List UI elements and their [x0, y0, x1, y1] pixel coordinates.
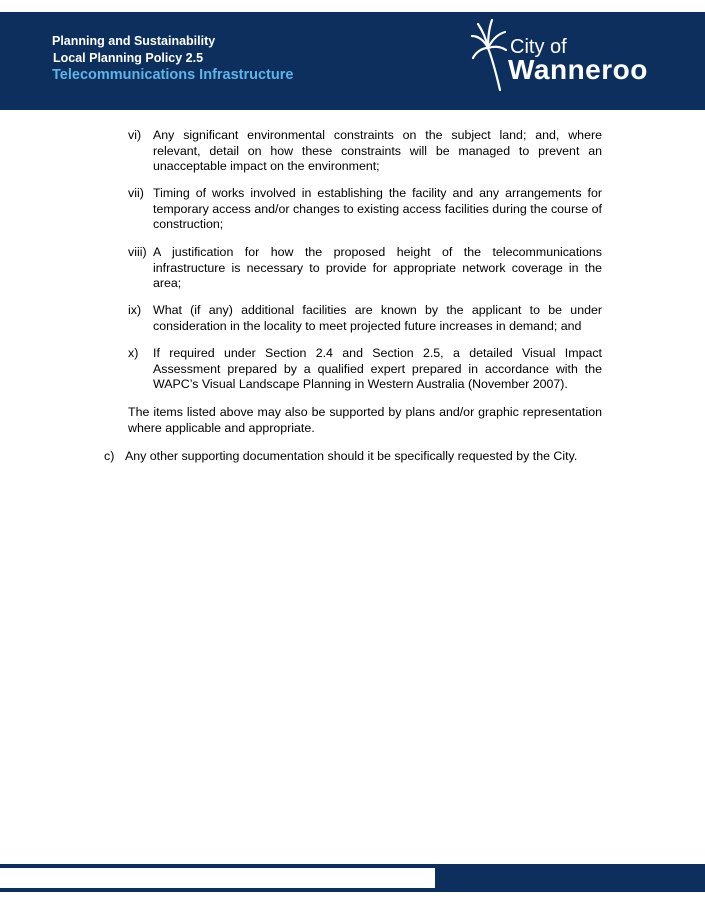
list-item [128, 346, 602, 393]
supporting-paragraph: The items listed above may also be supported by plans and/or graphic representation where applicable and appropriate. [128, 405, 602, 435]
list-item-text: Any other supporting documentation should it be specifically requested by the City. [125, 449, 578, 463]
list-item [128, 303, 602, 334]
list-item-c [104, 449, 604, 465]
logo-name-text: Wanneroo [508, 54, 648, 85]
list-item-number: vi) [128, 128, 142, 142]
list-item [128, 186, 602, 233]
palm-icon [470, 18, 510, 96]
header-department: Planning and Sustainability [52, 34, 216, 48]
header-banner [0, 12, 705, 110]
logo-city-text: City of [510, 36, 567, 58]
list-item-number: x) [128, 346, 139, 360]
header-policy-title: Telecommunications Infrastructure [52, 67, 294, 83]
list-item-number: vii) [128, 186, 144, 200]
city-logo [470, 18, 670, 98]
list-item [128, 245, 602, 292]
list-item-number: viii) [128, 245, 147, 259]
list-item-number: ix) [128, 303, 142, 317]
footer-bottom-rule [0, 888, 705, 892]
list-item-text: Timing of works involved in establishing the facility and any arrangements for temporary access and/or changes to existing access facilities during the course of construction; [153, 186, 602, 231]
list-item-number: c) [104, 449, 115, 463]
list-item-text: If required under Section 2.4 and Section 2.5, a detailed Visual Impact Assessment prepared by a qualified expert prepared in accordance with the WAPC’s Visual Landscape Planning in Western Australia (November 2007). [153, 346, 602, 391]
list-item-text: A justification for how the proposed height of the telecommunications infrastructure is necessary to provide for appropriate network coverage in the area; [153, 245, 602, 290]
header-policy-number: Local Planning Policy 2.5 [53, 51, 204, 65]
list-item-text: Any significant environmental constraints on the subject land; and, where relevant, detail on how these constraints will be managed to prevent an unacceptable impact on the environment; [153, 128, 602, 173]
list-item [128, 128, 602, 175]
list-item-text: What (if any) additional facilities are known by the applicant to be under consideration in the locality to meet projected future increases in demand; and [153, 303, 602, 333]
